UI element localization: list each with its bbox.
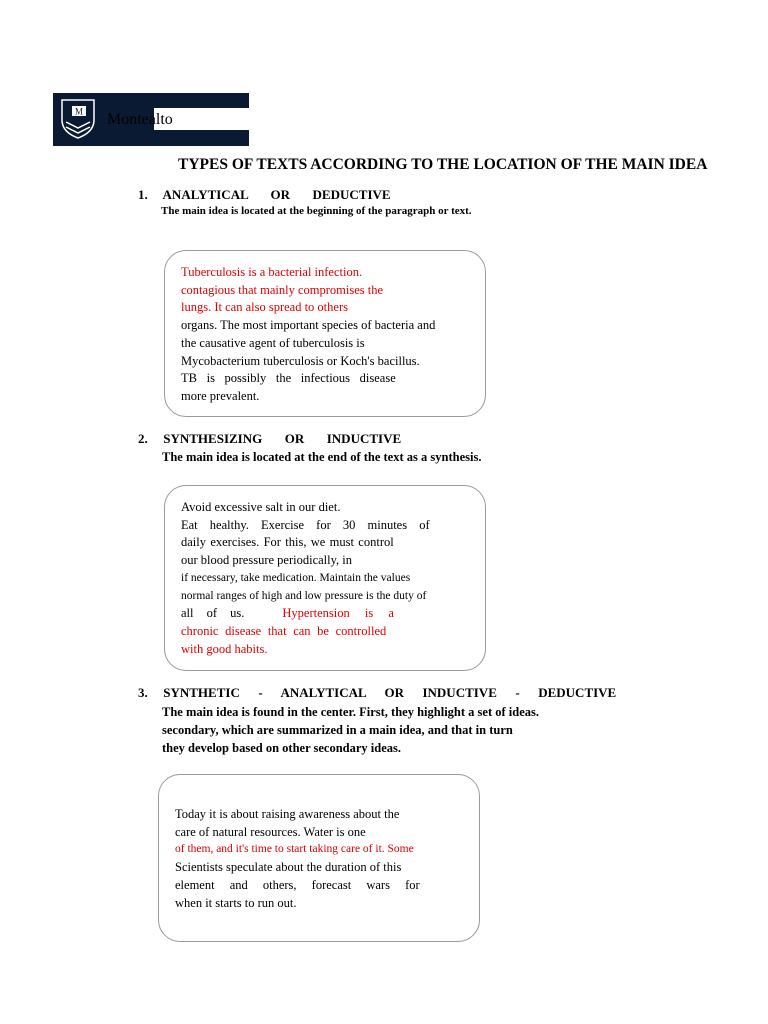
example-line: our blood pressure periodically, in bbox=[181, 553, 353, 568]
example-line: when it starts to run out. bbox=[175, 895, 297, 910]
example-line: contagious that mainly compromises the bbox=[181, 282, 384, 297]
heading-word: ANALYTICAL bbox=[280, 685, 366, 700]
description-line: The main idea is found in the center. First, they highlight a set of ideas. bbox=[162, 705, 539, 719]
description-line: secondary, which are summarized in a main idea, and that in turn bbox=[162, 723, 513, 737]
section-1-example-text bbox=[181, 264, 436, 406]
example-line: of them, and it's time to start taking care of it. Some bbox=[175, 843, 414, 856]
heading-word: ANALYTICAL bbox=[162, 187, 249, 202]
example-line: Avoid excessive salt in our diet. bbox=[181, 500, 341, 514]
heading-word: INDUCTIVE bbox=[326, 431, 402, 446]
example-line-part: all of us. bbox=[181, 606, 245, 621]
example-line: Scientists speculate about the duration of this bbox=[175, 860, 402, 875]
example-line-mixed bbox=[181, 605, 461, 623]
section-number: 2. bbox=[138, 431, 148, 446]
heading-word: SYNTHETIC bbox=[163, 685, 240, 700]
example-line: care of natural resources. Water is one bbox=[175, 824, 366, 839]
section-number: 3. bbox=[138, 685, 148, 700]
heading-word: SYNTHESIZING bbox=[163, 431, 263, 446]
heading-word: OR bbox=[384, 685, 404, 700]
example-line: lungs. It can also spread to others bbox=[181, 300, 348, 315]
example-line: the causative agent of tuberculosis is bbox=[181, 335, 365, 350]
heading-word: DEDUCTIVE bbox=[538, 685, 617, 700]
example-line: Tuberculosis is a bacterial infection. bbox=[181, 265, 363, 279]
section-2-example-text bbox=[181, 499, 461, 658]
page-title: TYPES OF TEXTS ACCORDING TO THE LOCATION OF THE MAIN IDEA bbox=[178, 156, 708, 173]
section-1-heading bbox=[138, 187, 391, 203]
example-line-justified: chronic disease that can be controlled bbox=[181, 623, 387, 638]
logo-name: Montealto bbox=[107, 111, 173, 128]
section-2-heading bbox=[138, 431, 401, 447]
section-number: 1. bbox=[138, 187, 148, 202]
heading-word: OR bbox=[284, 431, 305, 446]
example-line: if necessary, take medication. Maintain the values bbox=[181, 571, 411, 584]
heading-word: OR bbox=[270, 187, 291, 202]
example-line: more prevalent. bbox=[181, 388, 260, 403]
section-1-description: The main idea is located at the beginning of the paragraph or text. bbox=[161, 205, 472, 217]
crest-letter: M bbox=[74, 106, 84, 117]
section-3-heading bbox=[138, 685, 616, 701]
example-line: Mycobacterium tuberculosis or Koch's bacillus. bbox=[181, 353, 420, 368]
section-3-example-text bbox=[175, 806, 455, 912]
example-line-part-highlight: Hypertension is a bbox=[282, 606, 394, 621]
example-line-justified: daily exercises. For this, we must control bbox=[181, 535, 394, 550]
example-line: with good habits. bbox=[181, 641, 268, 656]
section-3-description bbox=[162, 703, 539, 757]
heading-word: - bbox=[515, 685, 520, 700]
example-line: normal ranges of high and low pressure is the duty of bbox=[181, 589, 427, 602]
heading-word: INDUCTIVE bbox=[422, 685, 497, 700]
example-line-justified: Eat healthy. Exercise for 30 minutes of bbox=[181, 517, 430, 532]
shield-crest-icon bbox=[58, 98, 98, 140]
example-line: organs. The most important species of bacteria and bbox=[181, 318, 436, 333]
heading-word: DEDUCTIVE bbox=[312, 187, 391, 202]
example-line: Today it is about raising awareness about the bbox=[175, 807, 400, 821]
heading-word: - bbox=[258, 685, 263, 700]
description-line: they develop based on other secondary ideas. bbox=[162, 741, 402, 755]
logo-band bbox=[154, 108, 300, 130]
example-line-justified: element and others, forecast wars for bbox=[175, 877, 420, 892]
example-line-justified: TB is possibly the infectious disease bbox=[181, 371, 396, 386]
section-2-description: The main idea is located at the end of the text as a synthesis. bbox=[162, 450, 482, 464]
